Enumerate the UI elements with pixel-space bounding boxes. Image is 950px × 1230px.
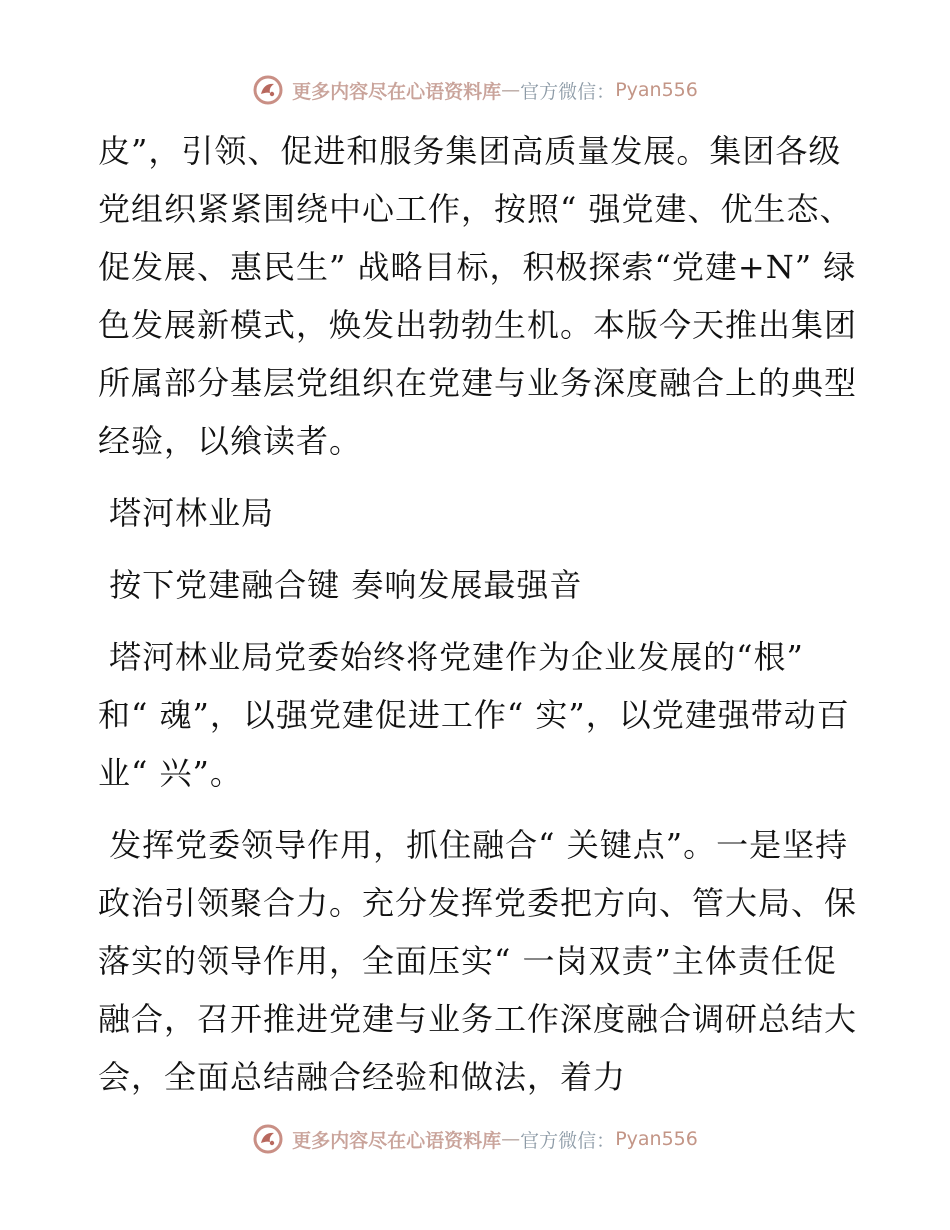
watermark-main: 更多内容尽在心语资料库 xyxy=(292,80,502,103)
hand-logo-icon xyxy=(252,74,284,106)
watermark-dash: — xyxy=(501,79,521,101)
watermark-text xyxy=(292,1126,698,1153)
section-heading-unit: 塔河林业局 xyxy=(98,494,275,532)
watermark-main: 更多内容尽在心语资料库 xyxy=(292,1129,502,1152)
watermark-id: Pyan556 xyxy=(615,79,698,101)
watermark-dash: — xyxy=(501,1128,521,1150)
watermark-sub: 官方微信： xyxy=(520,1129,616,1152)
watermark-id: Pyan556 xyxy=(615,1128,698,1150)
hand-logo-icon xyxy=(252,1123,284,1155)
article-body xyxy=(98,122,858,1106)
watermark-sub: 官方微信： xyxy=(520,80,616,103)
footer-watermark xyxy=(0,1119,950,1159)
section-subtitle: 按下党建融合键 奏响发展最强音 xyxy=(98,566,583,604)
watermark-text xyxy=(292,77,698,104)
paragraph-intro: 皮”，引领、促进和服务集团高质量发展。集团各级党组织紧紧围绕中心工作，按照“ 强党建、优生态、促发展、惠民生” 战略目标，积极探索“党建+N” 绿色发展新模式，焕发出勃勃生机。本版今天推出集团所属部分基层党组织在党建与业务深度融合上的典型经验，以飨读者。 xyxy=(98,132,858,460)
paragraph-party-committee: 塔河林业局党委始终将党建作为企业发展的“根” 和“ 魂”，以强党建促进工作“ 实”，以党建强带动百业“ 兴”。 xyxy=(98,638,850,792)
paragraph-leadership-role: 发挥党委领导作用，抓住融合“ 关键点”。一是坚持政治引领聚合力。充分发挥党委把方向、管大局、保落实的领导作用，全面压实“ 一岗双责”主体责任促融合，召开推进党建与业务工作深度融合调研总结大会，全面总结融合经验和做法，着力 xyxy=(98,826,858,1096)
header-watermark xyxy=(0,70,950,110)
